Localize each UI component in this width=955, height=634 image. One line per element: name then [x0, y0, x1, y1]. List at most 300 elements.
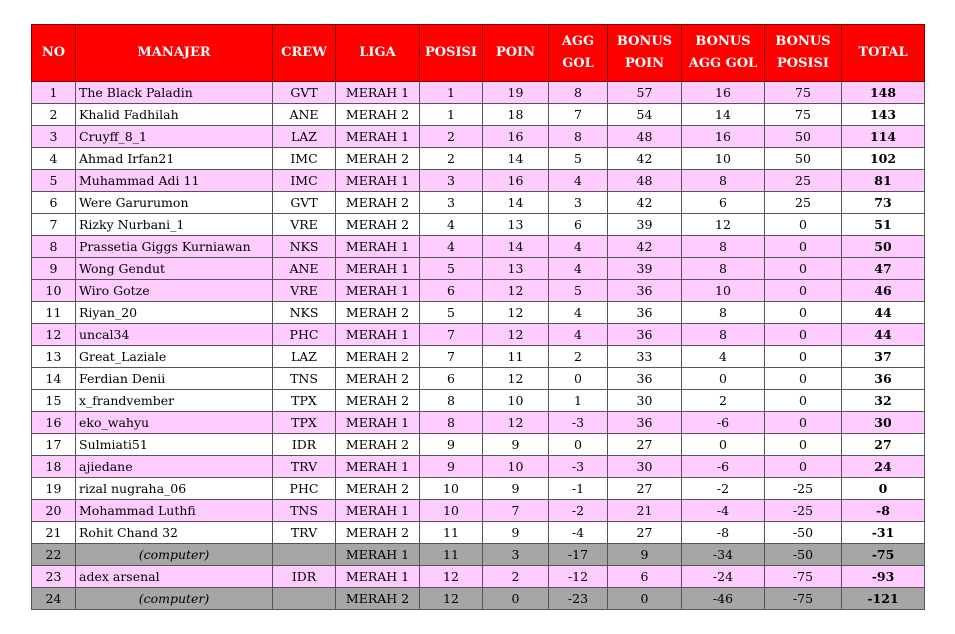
cell-bonus-posisi: -25 — [765, 500, 842, 522]
cell-crew: GVT — [273, 192, 336, 214]
cell-bonus-posisi: -50 — [765, 522, 842, 544]
cell-agg-gol: 5 — [549, 280, 608, 302]
cell-agg-gol: 1 — [549, 390, 608, 412]
cell-manajer: Cruyff_8_1 — [76, 126, 273, 148]
cell-manajer: Wiro Gotze — [76, 280, 273, 302]
cell-liga: MERAH 2 — [336, 346, 420, 368]
cell-posisi: 10 — [420, 478, 483, 500]
cell-bonus-poin: 54 — [608, 104, 682, 126]
header-liga: LIGA — [336, 25, 420, 82]
cell-poin: 9 — [483, 522, 549, 544]
cell-agg-gol: 4 — [549, 324, 608, 346]
cell-bonus-poin: 36 — [608, 368, 682, 390]
cell-no: 1 — [32, 82, 76, 104]
cell-liga: MERAH 1 — [336, 456, 420, 478]
cell-total: 73 — [842, 192, 925, 214]
cell-crew: NKS — [273, 236, 336, 258]
header-bonus-posisi-line2: POSISI — [776, 56, 830, 71]
cell-total: 24 — [842, 456, 925, 478]
cell-crew: NKS — [273, 302, 336, 324]
cell-agg-gol: 6 — [549, 214, 608, 236]
cell-manajer: Sulmiati51 — [76, 434, 273, 456]
cell-bonus-posisi: 25 — [765, 192, 842, 214]
table-row — [32, 522, 925, 544]
cell-agg-gol: -1 — [549, 478, 608, 500]
cell-manajer: Riyan_20 — [76, 302, 273, 324]
cell-agg-gol: 5 — [549, 148, 608, 170]
table-row — [32, 588, 925, 610]
cell-poin: 14 — [483, 236, 549, 258]
cell-no: 12 — [32, 324, 76, 346]
cell-poin: 12 — [483, 412, 549, 434]
cell-poin: 14 — [483, 148, 549, 170]
cell-bonus-poin: 39 — [608, 214, 682, 236]
cell-posisi: 6 — [420, 368, 483, 390]
cell-bonus-agg-gol: -8 — [682, 522, 765, 544]
cell-no: 22 — [32, 544, 76, 566]
header-total: TOTAL — [842, 25, 925, 82]
cell-agg-gol: 4 — [549, 236, 608, 258]
cell-crew: IDR — [273, 566, 336, 588]
header-bonus-poin — [608, 25, 682, 82]
cell-total: 27 — [842, 434, 925, 456]
cell-posisi: 9 — [420, 434, 483, 456]
table-row — [32, 258, 925, 280]
cell-poin: 18 — [483, 104, 549, 126]
cell-posisi: 1 — [420, 82, 483, 104]
cell-manajer: Great_Laziale — [76, 346, 273, 368]
cell-bonus-posisi: 0 — [765, 302, 842, 324]
cell-total: 46 — [842, 280, 925, 302]
cell-bonus-posisi: -50 — [765, 544, 842, 566]
table-row — [32, 500, 925, 522]
cell-posisi: 7 — [420, 324, 483, 346]
cell-crew: IMC — [273, 170, 336, 192]
cell-no: 13 — [32, 346, 76, 368]
cell-crew: ANE — [273, 258, 336, 280]
cell-posisi: 2 — [420, 148, 483, 170]
cell-no: 11 — [32, 302, 76, 324]
cell-agg-gol: -3 — [549, 412, 608, 434]
cell-no: 2 — [32, 104, 76, 126]
cell-liga: MERAH 1 — [336, 544, 420, 566]
cell-bonus-posisi: 0 — [765, 412, 842, 434]
cell-no: 16 — [32, 412, 76, 434]
cell-bonus-poin: 30 — [608, 390, 682, 412]
cell-liga: MERAH 2 — [336, 214, 420, 236]
cell-bonus-posisi: 75 — [765, 104, 842, 126]
table-row — [32, 566, 925, 588]
cell-crew: IDR — [273, 434, 336, 456]
header-bonus-posisi — [765, 25, 842, 82]
cell-liga: MERAH 1 — [336, 258, 420, 280]
cell-bonus-poin: 42 — [608, 236, 682, 258]
cell-poin: 2 — [483, 566, 549, 588]
header-bonus-posisi-line1: BONUS — [775, 34, 831, 49]
table-header — [32, 25, 925, 82]
cell-crew: PHC — [273, 324, 336, 346]
cell-bonus-posisi: 0 — [765, 368, 842, 390]
cell-agg-gol: 0 — [549, 368, 608, 390]
cell-bonus-agg-gol: -24 — [682, 566, 765, 588]
header-bonus-agg-line2: AGG GOL — [688, 56, 758, 71]
cell-total: 81 — [842, 170, 925, 192]
cell-agg-gol: 4 — [549, 258, 608, 280]
cell-bonus-agg-gol: 2 — [682, 390, 765, 412]
cell-no: 8 — [32, 236, 76, 258]
cell-bonus-poin: 21 — [608, 500, 682, 522]
cell-bonus-posisi: -25 — [765, 478, 842, 500]
table-row — [32, 456, 925, 478]
cell-no: 7 — [32, 214, 76, 236]
cell-bonus-agg-gol: 8 — [682, 302, 765, 324]
cell-bonus-agg-gol: 8 — [682, 170, 765, 192]
cell-manajer: x_frandvember — [76, 390, 273, 412]
cell-posisi: 2 — [420, 126, 483, 148]
cell-bonus-agg-gol: -2 — [682, 478, 765, 500]
table-row — [32, 544, 925, 566]
cell-manajer: (computer) — [76, 588, 273, 610]
cell-manajer: (computer) — [76, 544, 273, 566]
cell-posisi: 11 — [420, 522, 483, 544]
cell-posisi: 7 — [420, 346, 483, 368]
cell-bonus-posisi: 0 — [765, 236, 842, 258]
cell-agg-gol: 2 — [549, 346, 608, 368]
cell-bonus-poin: 36 — [608, 302, 682, 324]
table-row — [32, 434, 925, 456]
cell-bonus-agg-gol: -6 — [682, 412, 765, 434]
cell-total: 102 — [842, 148, 925, 170]
cell-no: 3 — [32, 126, 76, 148]
cell-liga: MERAH 2 — [336, 148, 420, 170]
cell-manajer: Mohammad Luthfi — [76, 500, 273, 522]
table-row — [32, 368, 925, 390]
cell-agg-gol: -17 — [549, 544, 608, 566]
cell-total: -121 — [842, 588, 925, 610]
cell-posisi: 4 — [420, 214, 483, 236]
cell-no: 10 — [32, 280, 76, 302]
cell-crew: PHC — [273, 478, 336, 500]
header-agg-gol — [549, 25, 608, 82]
cell-bonus-agg-gol: 0 — [682, 368, 765, 390]
cell-poin: 3 — [483, 544, 549, 566]
cell-no: 14 — [32, 368, 76, 390]
cell-no: 23 — [32, 566, 76, 588]
table-row — [32, 390, 925, 412]
cell-bonus-poin: 27 — [608, 434, 682, 456]
cell-posisi: 5 — [420, 302, 483, 324]
cell-liga: MERAH 2 — [336, 368, 420, 390]
cell-posisi: 4 — [420, 236, 483, 258]
cell-no: 4 — [32, 148, 76, 170]
cell-bonus-agg-gol: 0 — [682, 434, 765, 456]
cell-bonus-posisi: 0 — [765, 280, 842, 302]
cell-liga: MERAH 1 — [336, 82, 420, 104]
cell-bonus-posisi: 25 — [765, 170, 842, 192]
cell-bonus-agg-gol: 10 — [682, 280, 765, 302]
cell-bonus-posisi: 0 — [765, 346, 842, 368]
cell-bonus-poin: 42 — [608, 192, 682, 214]
table-row — [32, 302, 925, 324]
cell-posisi: 6 — [420, 280, 483, 302]
cell-poin: 12 — [483, 368, 549, 390]
cell-liga: MERAH 2 — [336, 192, 420, 214]
cell-manajer: adex arsenal — [76, 566, 273, 588]
header-crew: CREW — [273, 25, 336, 82]
cell-posisi: 5 — [420, 258, 483, 280]
cell-manajer: eko_wahyu — [76, 412, 273, 434]
cell-manajer: ajiedane — [76, 456, 273, 478]
table-row — [32, 280, 925, 302]
cell-bonus-agg-gol: 8 — [682, 258, 765, 280]
cell-total: 37 — [842, 346, 925, 368]
cell-no: 5 — [32, 170, 76, 192]
cell-bonus-agg-gol: 14 — [682, 104, 765, 126]
cell-crew — [273, 588, 336, 610]
cell-crew: TRV — [273, 522, 336, 544]
table-row — [32, 192, 925, 214]
cell-liga: MERAH 2 — [336, 104, 420, 126]
header-poin: POIN — [483, 25, 549, 82]
cell-agg-gol: 4 — [549, 302, 608, 324]
cell-poin: 19 — [483, 82, 549, 104]
cell-agg-gol: 8 — [549, 126, 608, 148]
cell-posisi: 9 — [420, 456, 483, 478]
header-bonus-agg-line1: BONUS — [695, 34, 751, 49]
cell-bonus-poin: 27 — [608, 478, 682, 500]
cell-liga: MERAH 1 — [336, 566, 420, 588]
cell-liga: MERAH 1 — [336, 500, 420, 522]
cell-no: 18 — [32, 456, 76, 478]
cell-manajer: Muhammad Adi 11 — [76, 170, 273, 192]
cell-poin: 11 — [483, 346, 549, 368]
cell-bonus-posisi: 50 — [765, 126, 842, 148]
cell-bonus-poin: 57 — [608, 82, 682, 104]
header-bonus-agg-gol — [682, 25, 765, 82]
cell-bonus-posisi: -75 — [765, 588, 842, 610]
cell-liga: MERAH 2 — [336, 302, 420, 324]
table-row — [32, 412, 925, 434]
cell-total: 114 — [842, 126, 925, 148]
cell-bonus-posisi: 0 — [765, 214, 842, 236]
cell-bonus-poin: 6 — [608, 566, 682, 588]
cell-crew: LAZ — [273, 126, 336, 148]
table-row — [32, 346, 925, 368]
cell-bonus-posisi: 50 — [765, 148, 842, 170]
cell-bonus-posisi: 0 — [765, 434, 842, 456]
cell-bonus-poin: 33 — [608, 346, 682, 368]
cell-no: 21 — [32, 522, 76, 544]
cell-no: 15 — [32, 390, 76, 412]
cell-total: 30 — [842, 412, 925, 434]
cell-liga: MERAH 1 — [336, 324, 420, 346]
cell-bonus-agg-gol: -34 — [682, 544, 765, 566]
cell-no: 19 — [32, 478, 76, 500]
cell-manajer: Khalid Fadhilah — [76, 104, 273, 126]
cell-poin: 13 — [483, 214, 549, 236]
cell-manajer: uncal34 — [76, 324, 273, 346]
cell-poin: 9 — [483, 478, 549, 500]
cell-bonus-posisi: 75 — [765, 82, 842, 104]
cell-bonus-poin: 36 — [608, 324, 682, 346]
cell-posisi: 8 — [420, 412, 483, 434]
cell-crew: GVT — [273, 82, 336, 104]
cell-poin: 14 — [483, 192, 549, 214]
cell-bonus-agg-gol: 8 — [682, 324, 765, 346]
cell-agg-gol: 7 — [549, 104, 608, 126]
cell-total: 44 — [842, 302, 925, 324]
cell-liga: MERAH 1 — [336, 236, 420, 258]
cell-total: 47 — [842, 258, 925, 280]
cell-agg-gol: -3 — [549, 456, 608, 478]
header-no: NO — [32, 25, 76, 82]
cell-liga: MERAH 2 — [336, 478, 420, 500]
cell-manajer: Prassetia Giggs Kurniawan — [76, 236, 273, 258]
cell-bonus-agg-gol: 6 — [682, 192, 765, 214]
cell-posisi: 12 — [420, 588, 483, 610]
cell-bonus-posisi: 0 — [765, 258, 842, 280]
cell-poin: 12 — [483, 280, 549, 302]
cell-total: -93 — [842, 566, 925, 588]
cell-agg-gol: 3 — [549, 192, 608, 214]
cell-poin: 9 — [483, 434, 549, 456]
cell-bonus-poin: 48 — [608, 126, 682, 148]
cell-manajer: Were Garurumon — [76, 192, 273, 214]
cell-poin: 7 — [483, 500, 549, 522]
cell-total: 0 — [842, 478, 925, 500]
table-body — [32, 82, 925, 610]
cell-manajer: rizal nugraha_06 — [76, 478, 273, 500]
cell-no: 20 — [32, 500, 76, 522]
cell-no: 6 — [32, 192, 76, 214]
cell-agg-gol: -23 — [549, 588, 608, 610]
table-row — [32, 148, 925, 170]
cell-liga: MERAH 1 — [336, 412, 420, 434]
cell-total: 50 — [842, 236, 925, 258]
cell-bonus-agg-gol: -6 — [682, 456, 765, 478]
cell-posisi: 8 — [420, 390, 483, 412]
cell-liga: MERAH 1 — [336, 280, 420, 302]
cell-manajer: Rizky Nurbani_1 — [76, 214, 273, 236]
cell-posisi: 12 — [420, 566, 483, 588]
table-row — [32, 214, 925, 236]
cell-posisi: 1 — [420, 104, 483, 126]
cell-bonus-posisi: -75 — [765, 566, 842, 588]
header-bonus-poin-line2: POIN — [624, 56, 665, 71]
cell-bonus-posisi: 0 — [765, 390, 842, 412]
cell-crew: ANE — [273, 104, 336, 126]
table-row — [32, 126, 925, 148]
cell-total: 32 — [842, 390, 925, 412]
cell-agg-gol: 8 — [549, 82, 608, 104]
cell-total: 51 — [842, 214, 925, 236]
cell-posisi: 3 — [420, 192, 483, 214]
header-agg-gol-line2: GOL — [562, 56, 594, 71]
cell-poin: 12 — [483, 324, 549, 346]
cell-agg-gol: -12 — [549, 566, 608, 588]
cell-bonus-poin: 39 — [608, 258, 682, 280]
table-row — [32, 170, 925, 192]
cell-crew: TPX — [273, 412, 336, 434]
table-row — [32, 478, 925, 500]
cell-crew — [273, 544, 336, 566]
cell-bonus-poin: 36 — [608, 412, 682, 434]
cell-crew: TNS — [273, 368, 336, 390]
cell-total: 143 — [842, 104, 925, 126]
cell-total: 44 — [842, 324, 925, 346]
table-row — [32, 236, 925, 258]
cell-bonus-agg-gol: -4 — [682, 500, 765, 522]
standings-table — [31, 24, 925, 610]
cell-posisi: 10 — [420, 500, 483, 522]
header-row — [32, 25, 925, 82]
header-manajer: MANAJER — [76, 25, 273, 82]
cell-bonus-poin: 36 — [608, 280, 682, 302]
cell-poin: 13 — [483, 258, 549, 280]
cell-total: -8 — [842, 500, 925, 522]
cell-bonus-posisi: 0 — [765, 324, 842, 346]
cell-agg-gol: -2 — [549, 500, 608, 522]
cell-bonus-poin: 9 — [608, 544, 682, 566]
cell-agg-gol: 0 — [549, 434, 608, 456]
cell-crew: TNS — [273, 500, 336, 522]
table-row — [32, 82, 925, 104]
header-bonus-poin-line1: BONUS — [616, 34, 673, 49]
cell-bonus-agg-gol: 12 — [682, 214, 765, 236]
cell-no: 9 — [32, 258, 76, 280]
cell-bonus-poin: 30 — [608, 456, 682, 478]
cell-total: 148 — [842, 82, 925, 104]
cell-poin: 12 — [483, 302, 549, 324]
cell-liga: MERAH 2 — [336, 522, 420, 544]
cell-manajer: Ahmad Irfan21 — [76, 148, 273, 170]
cell-agg-gol: 4 — [549, 170, 608, 192]
cell-crew: VRE — [273, 214, 336, 236]
cell-crew: TRV — [273, 456, 336, 478]
cell-manajer: Rohit Chand 32 — [76, 522, 273, 544]
cell-bonus-poin: 42 — [608, 148, 682, 170]
cell-poin: 16 — [483, 170, 549, 192]
cell-poin: 10 — [483, 456, 549, 478]
cell-crew: VRE — [273, 280, 336, 302]
cell-bonus-agg-gol: 4 — [682, 346, 765, 368]
cell-total: -31 — [842, 522, 925, 544]
cell-crew: LAZ — [273, 346, 336, 368]
cell-manajer: Wong Gendut — [76, 258, 273, 280]
cell-total: 36 — [842, 368, 925, 390]
cell-total: -75 — [842, 544, 925, 566]
cell-bonus-poin: 27 — [608, 522, 682, 544]
cell-bonus-agg-gol: -46 — [682, 588, 765, 610]
header-agg-gol-line1: AGG — [561, 34, 595, 49]
table-row — [32, 104, 925, 126]
table-row — [32, 324, 925, 346]
cell-crew: TPX — [273, 390, 336, 412]
cell-posisi: 3 — [420, 170, 483, 192]
cell-bonus-posisi: 0 — [765, 456, 842, 478]
header-posisi: POSISI — [420, 25, 483, 82]
cell-liga: MERAH 1 — [336, 126, 420, 148]
cell-bonus-poin: 48 — [608, 170, 682, 192]
cell-liga: MERAH 2 — [336, 588, 420, 610]
cell-poin: 10 — [483, 390, 549, 412]
cell-bonus-agg-gol: 16 — [682, 82, 765, 104]
cell-liga: MERAH 2 — [336, 390, 420, 412]
cell-bonus-poin: 0 — [608, 588, 682, 610]
cell-bonus-agg-gol: 10 — [682, 148, 765, 170]
cell-agg-gol: -4 — [549, 522, 608, 544]
cell-poin: 0 — [483, 588, 549, 610]
